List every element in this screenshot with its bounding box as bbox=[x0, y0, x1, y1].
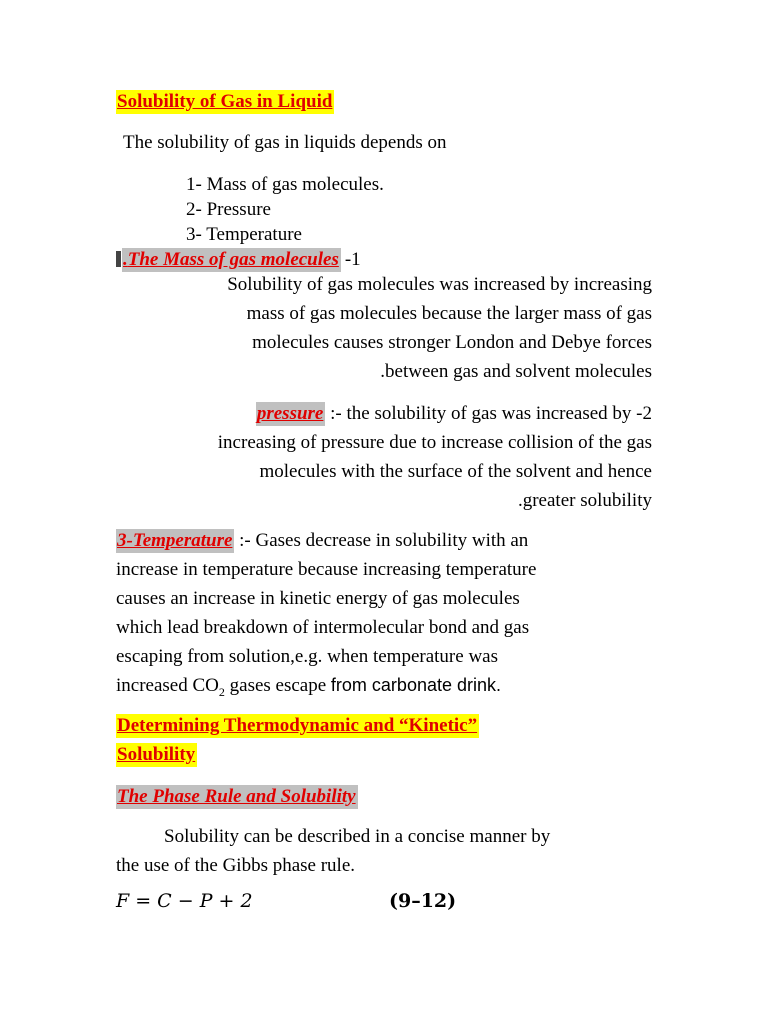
pressure-heading: pressure bbox=[256, 403, 324, 424]
intro-text: The solubility of gas in liquids depends on bbox=[123, 132, 447, 153]
list-item bbox=[186, 200, 271, 219]
thermo-heading-highlight: Solubility bbox=[117, 744, 196, 765]
temperature-body-line: increase in temperature because increasing temperature bbox=[116, 559, 537, 580]
list-number: 3- bbox=[186, 224, 202, 245]
phase-heading-line bbox=[116, 787, 358, 806]
co2-subscript: 2 bbox=[218, 684, 225, 699]
temperature-last-pre: increased CO bbox=[116, 675, 219, 696]
pressure-body-line: molecules with the surface of the solvent and hence bbox=[259, 461, 652, 482]
thermo-heading-line1 bbox=[116, 716, 479, 735]
thermo-heading-highlight: Determining Thermodynamic and “Kinetic” bbox=[117, 715, 478, 736]
mass-heading-line bbox=[116, 250, 361, 269]
thermo-heading-line2 bbox=[116, 745, 197, 764]
list-number: 2- bbox=[186, 199, 202, 220]
mass-body-line: mass of gas molecules because the larger mass of gas bbox=[246, 303, 652, 324]
gibbs-formula: F = C − P + 2 bbox=[116, 890, 253, 912]
list-text: Pressure bbox=[206, 199, 271, 220]
mass-body-line: Solubility of gas molecules was increased by increasing bbox=[227, 274, 652, 295]
temperature-body-line: escaping from solution,e.g. when temperature was bbox=[116, 646, 498, 667]
selection-mark bbox=[116, 251, 121, 267]
list-item bbox=[186, 225, 302, 244]
pressure-body-line: .greater solubility bbox=[517, 490, 652, 511]
title-highlight: Solubility of Gas in Liquid bbox=[117, 91, 333, 112]
temperature-heading-rest: :- Gases decrease in solubility with an bbox=[239, 530, 529, 551]
mass-body-line: molecules causes stronger London and Debye forces bbox=[252, 332, 652, 353]
document-title bbox=[116, 92, 334, 111]
pressure-body-line: increasing of pressure due to increase collision of the gas bbox=[217, 432, 652, 453]
pressure-heading-line bbox=[256, 404, 652, 423]
mass-heading: .The Mass of gas molecules bbox=[123, 249, 339, 270]
equation-number: (9–12) bbox=[389, 890, 457, 912]
temperature-heading: 3-Temperature bbox=[117, 530, 233, 551]
phase-paragraph-line: Solubility can be described in a concise manner by bbox=[164, 826, 551, 847]
mass-heading-number: -1 bbox=[344, 249, 361, 270]
temperature-last-mid: gases escape bbox=[224, 675, 331, 696]
list-text: Temperature bbox=[206, 224, 302, 245]
list-text: Mass of gas molecules. bbox=[206, 174, 384, 195]
list-item bbox=[186, 175, 384, 194]
list-number: 1- bbox=[186, 174, 202, 195]
phase-paragraph-line: the use of the Gibbs phase rule. bbox=[116, 855, 356, 876]
temperature-last-line bbox=[116, 675, 501, 699]
mass-body-line: .between gas and solvent molecules bbox=[380, 361, 652, 382]
temperature-body-line: causes an increase in kinetic energy of gas molecules bbox=[116, 588, 520, 609]
temperature-body-line: which lead breakdown of intermolecular bond and gas bbox=[116, 617, 530, 638]
phase-heading: The Phase Rule and Solubility bbox=[117, 786, 356, 807]
temperature-heading-line bbox=[116, 531, 528, 550]
pressure-heading-rest: :- the solubility of gas was increased by -2 bbox=[330, 403, 652, 424]
temperature-last-end: from carbonate drink. bbox=[330, 675, 501, 695]
